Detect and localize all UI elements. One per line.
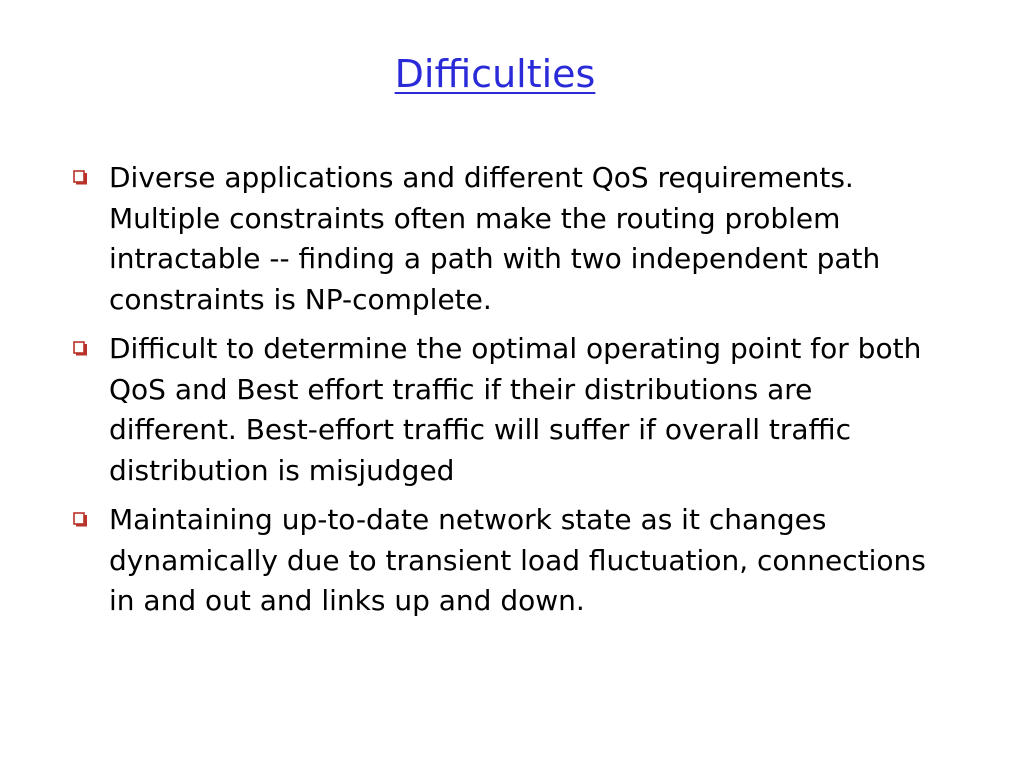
- bullet-text: Diverse applications and different QoS requirements. Multiple constraints often make the routing problem intractable -- finding a path with two independent path constraints is NP-complete.: [109, 161, 881, 316]
- hollow-square-bullet-icon: [73, 170, 89, 187]
- bullet-text: Difficult to determine the optimal operating point for both QoS and Best effort traffic if their distributions are different. Best-effort traffic will suffer if overall traffic distribution is misjudged: [109, 332, 922, 487]
- hollow-square-bullet-icon: [73, 512, 89, 529]
- bullet-list: [72, 158, 932, 631]
- bullet-item: [72, 158, 932, 320]
- bullet-text: Maintaining up-to-date network state as it changes dynamically due to transient load fluctuation, connections in and out and links up and down.: [109, 503, 926, 617]
- slide-title: Difficulties: [394, 52, 596, 96]
- bullet-item: [72, 329, 932, 491]
- hollow-square-bullet-icon: [73, 341, 89, 358]
- bullet-item: [72, 500, 932, 622]
